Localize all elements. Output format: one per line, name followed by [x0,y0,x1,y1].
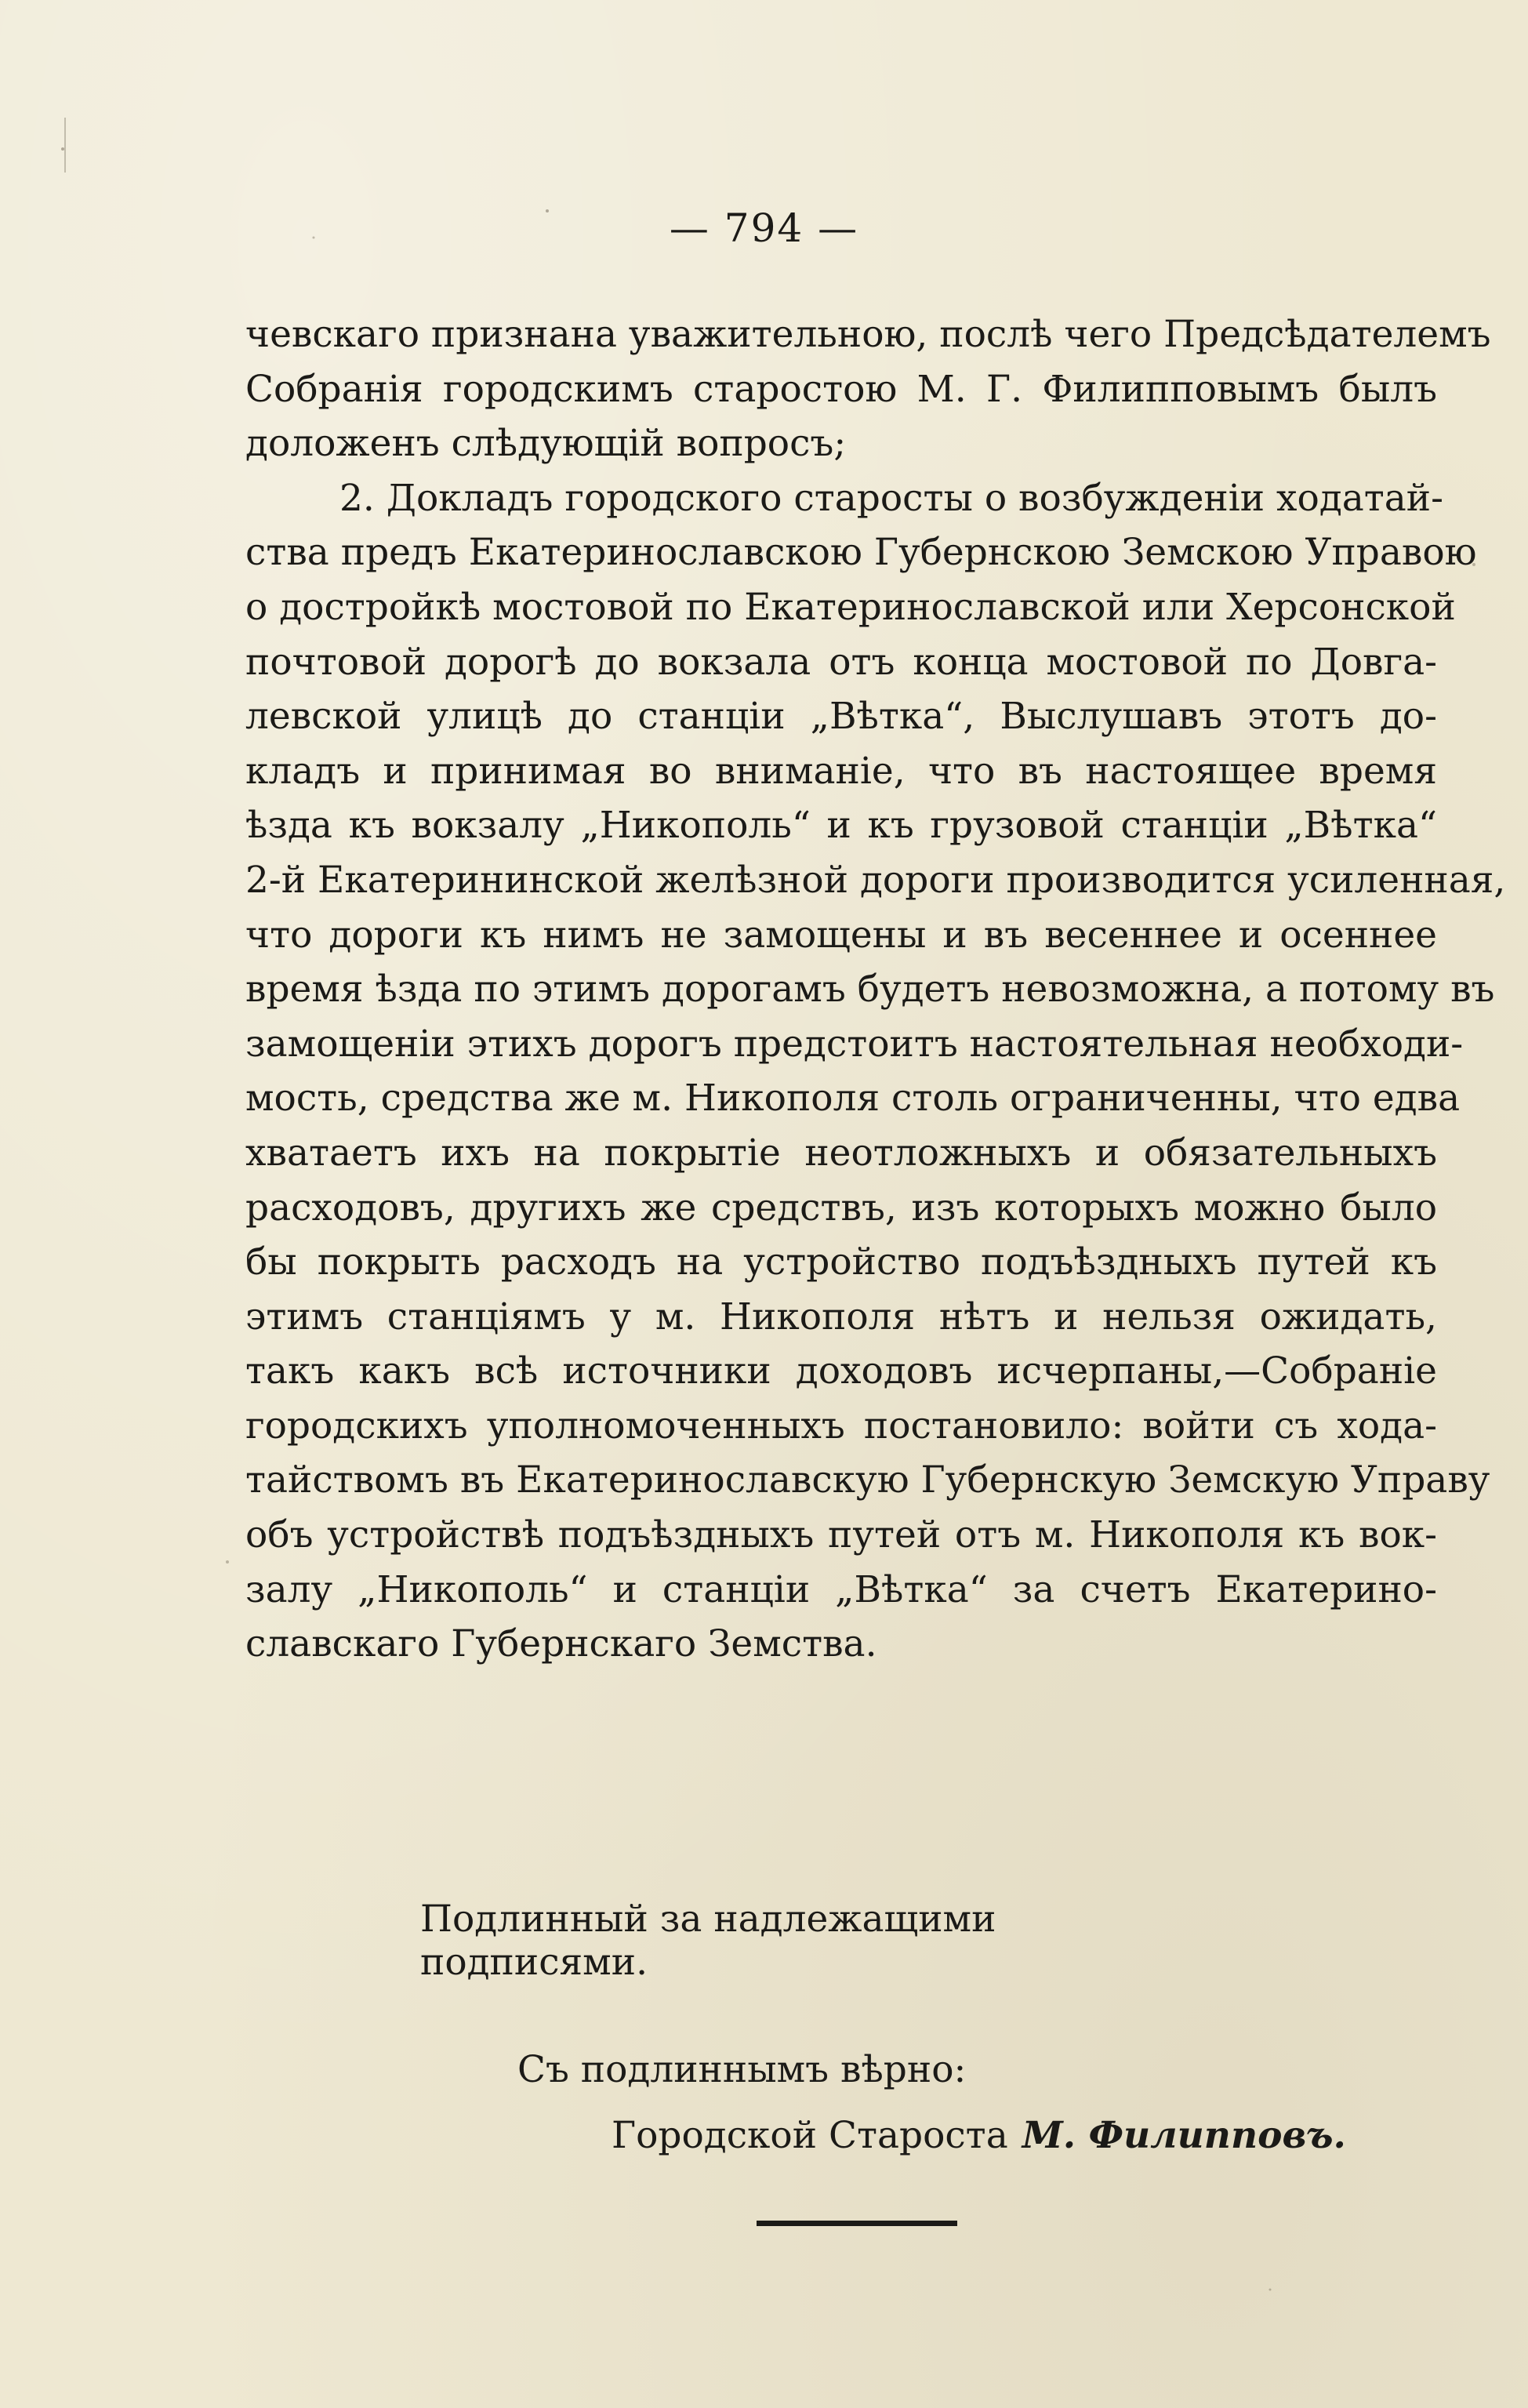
speck [1269,2289,1272,2291]
signer-title: Городской Староста [612,2114,1008,2157]
text-line: замощеніи этихъ дорогъ предстоитъ настоятельная необходи- [245,1022,1464,1066]
text-line: тайствомъ въ Екатеринославскую Губернскую Земскую Управу [245,1458,1490,1502]
text-line: славскаго Губернскаго Земства. [245,1622,877,1666]
speck [64,118,66,173]
text-line: 2-й Екатерининской желѣзной дороги производится усиленная, [245,858,1506,902]
text-line: почтовой дорогѣ до вокзала отъ конца мостовой по Довга- [245,640,1437,684]
text-line: такъ какъ всѣ источники доходовъ исчерпаны,—Собраніе [245,1349,1437,1393]
speck [226,1560,229,1564]
text-line: Собранія городскимъ старостою М. Г. Филипповымъ былъ [245,367,1437,411]
verified-copy-label: Съ подлиннымъ вѣрно: [517,2048,967,2091]
text-line: ства предъ Екатеринославскою Губернскою Земскою Управою [245,531,1477,575]
signer-name: М. Филипповъ. [1022,2114,1346,2157]
text-line: 2. Докладъ городского старосты о возбужденіи ходатай- [339,476,1444,520]
text-line: бы покрыть расходъ на устройство подъѣздныхъ путей къ [245,1240,1437,1284]
text-line: мость, средства же м. Никополя столь ограниченны, что едва [245,1077,1461,1120]
text-line: залу „Никополь“ и станціи „Вѣтка“ за счетъ Екатерино- [245,1567,1437,1611]
body-text [245,307,1506,1672]
text-line: чевскаго признана уважительною, послѣ чего Предсѣдателемъ [245,313,1491,356]
text-line: объ устройствѣ подъѣздныхъ путей отъ м. Никополя къ вок- [245,1513,1437,1557]
text-line: городскихъ уполномоченныхъ постановило: войти съ хода- [245,1404,1437,1447]
text-line: время ѣзда по этимъ дорогамъ будетъ невозможна, а потому въ [245,968,1495,1012]
text-line: расходовъ, другихъ же средствъ, изъ которыхъ можно было [245,1186,1437,1229]
signer-line [612,2114,1396,2157]
text-line: кладъ и принимая во вниманіе, что въ настоящее время [245,749,1437,793]
text-line: этимъ станціямъ у м. Никополя нѣтъ и нельзя ожидать, [245,1295,1437,1338]
closing-rule [757,2221,957,2226]
page-number: — 794 — [669,205,859,251]
original-signatures-note: Подлинный за надлежащими подписями. [420,1898,996,1984]
speck [61,147,64,151]
text-line: о достройкѣ мостовой по Екатеринославской или Херсонской [245,585,1456,629]
text-line: ѣзда къ вокзалу „Никополь“ и къ грузовой станціи „Вѣтка“ [245,804,1437,848]
text-line: что дороги къ нимъ не замощены и въ весеннее и осеннее [245,913,1437,957]
text-line: левской улицѣ до станціи „Вѣтка“, Выслушавъ этотъ до- [245,695,1437,739]
text-line: хватаетъ ихъ на покрытіе неотложныхъ и обязательныхъ [245,1131,1437,1175]
text-line: доложенъ слѣдующій вопросъ; [245,422,847,466]
